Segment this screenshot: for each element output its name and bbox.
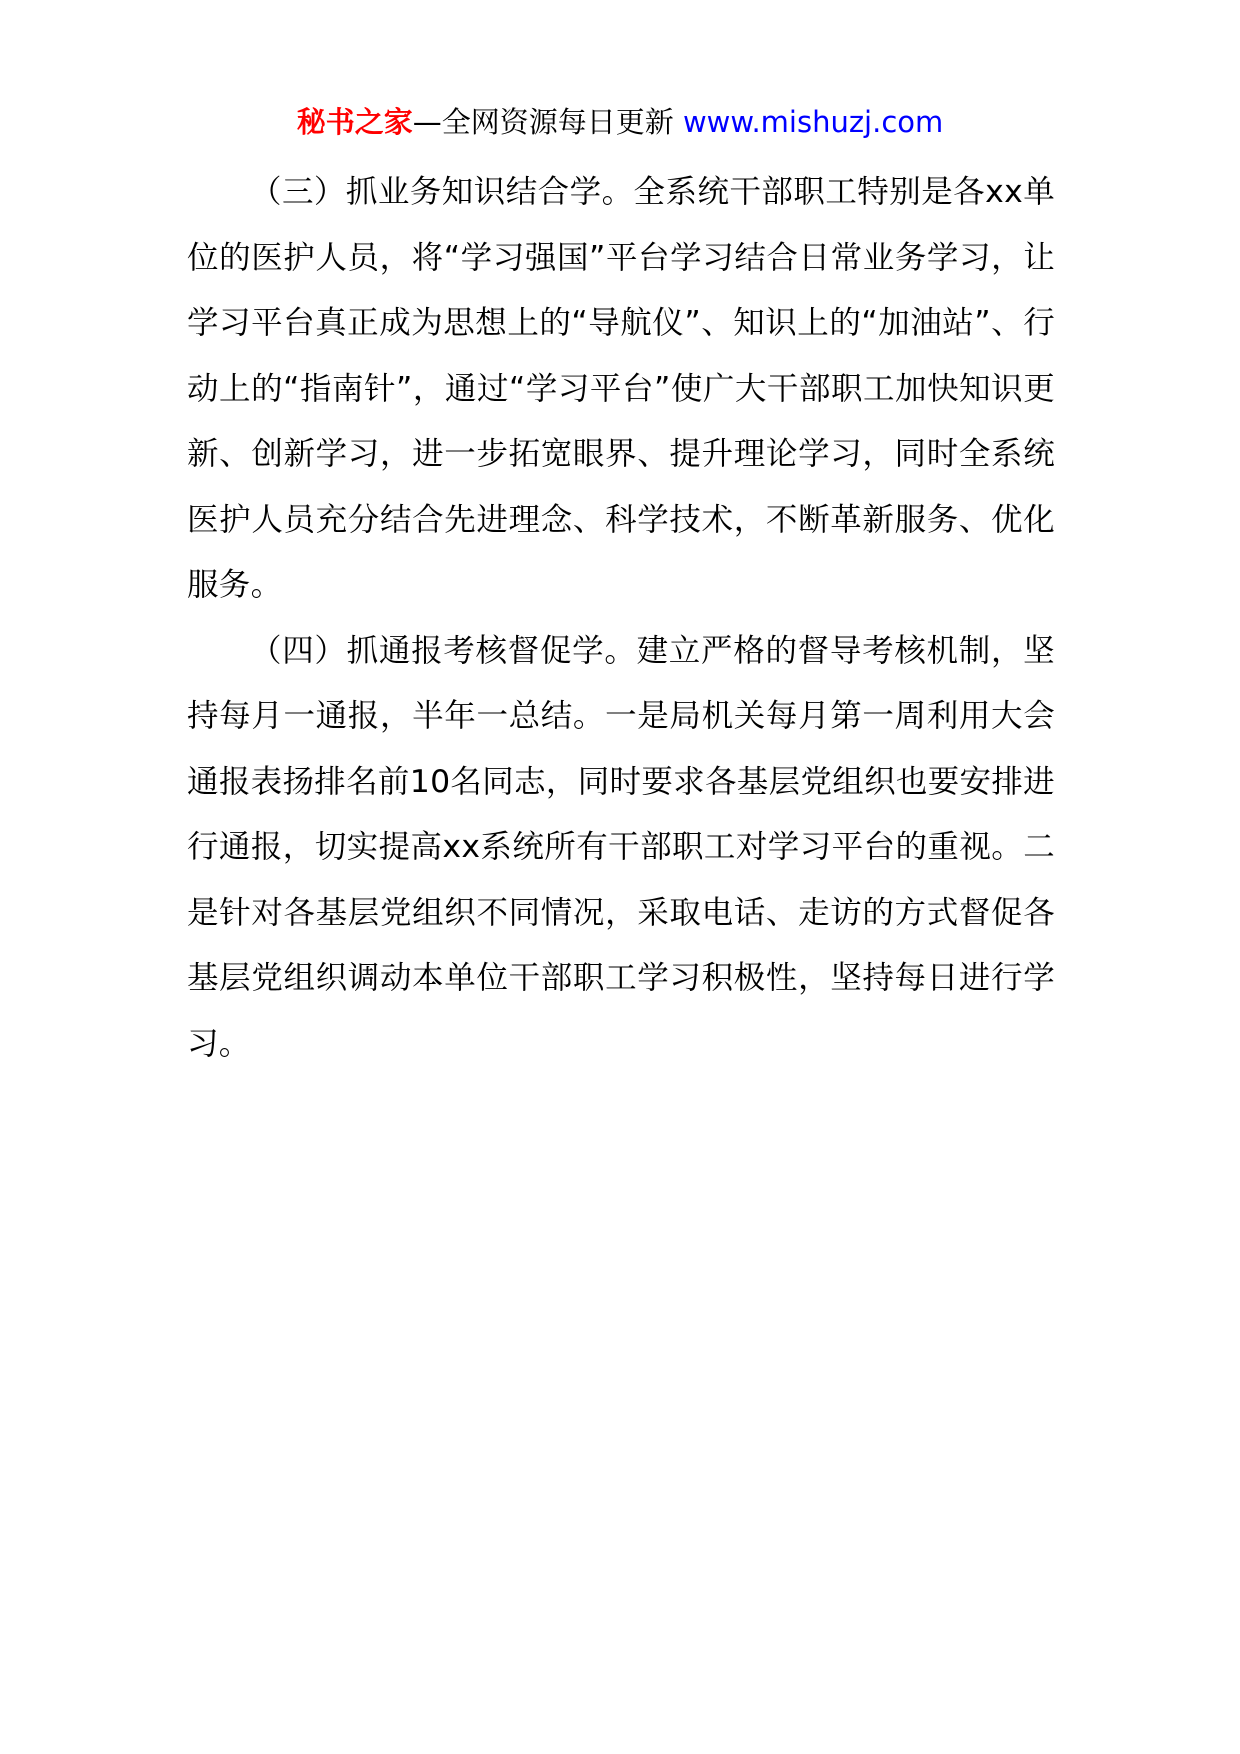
website-link[interactable]: www.mishuzj.com	[682, 105, 944, 139]
header-tagline: —全网资源每日更新	[412, 105, 674, 139]
paragraph-business-knowledge: （三）抓业务知识结合学。全系统干部职工特别是各xx单位的医护人员，将“学习强国”平台学习结合日常业务学习，让学习平台真正成为思想上的“导航仪”、知识上的“加油站”、行动上的“指南针”，通过“学习平台”使广大干部职工加快知识更新、创新学习，进一步拓宽眼界、提升理论学习，同时全系统医护人员充分结合先进理念、科学技术，不断革新服务、优化服务。	[187, 174, 1055, 603]
brand-name: 秘书之家	[296, 105, 413, 139]
document-body	[187, 160, 1055, 1077]
paragraph-assessment: （四）抓通报考核督促学。建立严格的督导考核机制，坚持每月一通报，半年一总结。一是局机关每月第一周利用大会通报表扬排名前10名同志，同时要求各基层党组织也要安排进行通报，切实提高xx系统所有干部职工对学习平台的重视。二是针对各基层党组织不同情况，采取电话、走访的方式督促各基层党组织调动本单位干部职工学习积极性，坚持每日进行学习。	[187, 632, 1055, 1062]
page-header	[0, 100, 1240, 144]
